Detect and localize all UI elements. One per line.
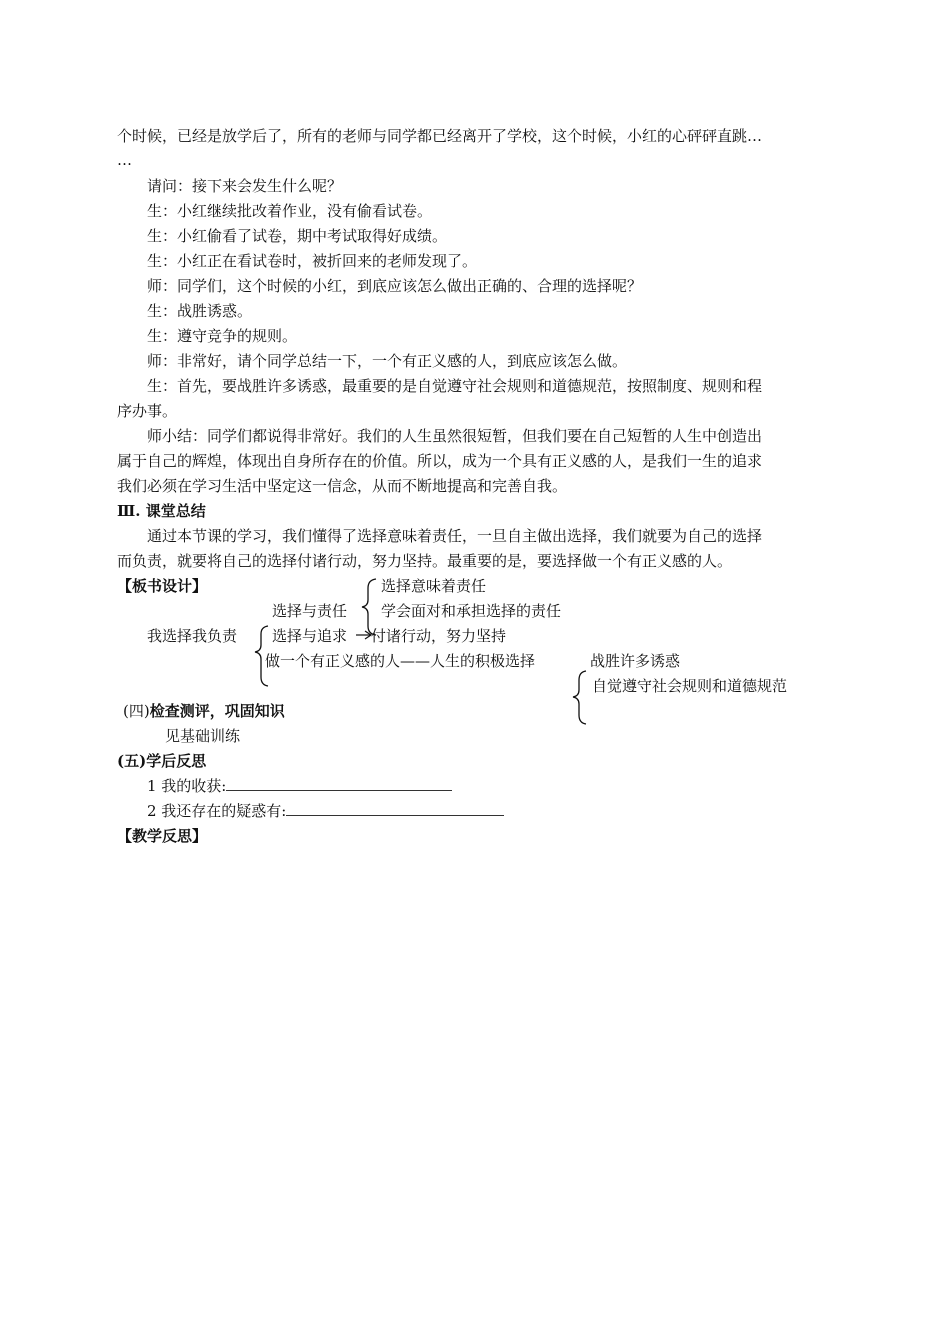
brace-branch3: [573, 671, 586, 724]
dialogue-line: 生：首先，要战胜许多诱惑，最重要的是自觉遵守社会规则和道德规范，按照制度、规则和程: [147, 377, 763, 395]
dialogue-line: 属于自己的辉煌，体现出自身所存在的价值。所以，成为一个具有正义感的人，是我们一生的追求: [117, 452, 763, 470]
section5-heading: (五)学后反思: [117, 752, 207, 770]
board-branch1-item1: 选择意味着责任: [381, 577, 487, 595]
summary-line-1: 通过本节课的学习，我们懂得了选择意味着责任，一旦自主做出选择，我们就要为自己的选择: [147, 527, 763, 545]
brace-root: [255, 626, 268, 686]
board-branch1: 选择与责任: [272, 602, 348, 620]
dialogue-line: 生：遵守竞争的规则。: [147, 327, 298, 345]
reflection-item-1-label: 1 我的收获:: [147, 777, 227, 795]
dialogue-line: 生：小红偷看了试卷，期中考试取得好成绩。: [147, 227, 448, 245]
dialogue-line: 我们必须在学习生活中坚定这一信念，从而不断地提高和完善自我。: [117, 477, 568, 495]
dialogue-line: 请问：接下来会发生什么呢？: [147, 177, 343, 195]
section4-heading: [123, 701, 285, 721]
board-branch3-item2: 自觉遵守社会规则和道德规范: [592, 677, 788, 695]
board-branch2-item: 付诸行动，努力坚持: [371, 627, 507, 645]
section4-title: 检查测评，巩固知识: [149, 702, 285, 720]
teaching-reflection-heading: 【教学反思】: [117, 827, 208, 845]
story-line-2: …: [117, 151, 132, 169]
board-root: 我选择我负责: [147, 627, 238, 645]
dialogue-line: 生：战胜诱惑。: [147, 302, 253, 320]
dialogue-line: 生：小红继续批改着作业，没有偷看试卷。: [147, 202, 433, 220]
answer-blank-2[interactable]: [286, 801, 504, 816]
dialogue-line: 师：同学们，这个时候的小红，到底应该怎么做出正确的、合理的选择呢？: [147, 277, 643, 295]
brace-branch1: [362, 579, 376, 635]
summary-line-2: 而负责，就要将自己的选择付诸行动，努力坚持。最重要的是，要选择做一个有正义感的人。: [117, 552, 733, 570]
section4-prefix: (四): [123, 702, 150, 720]
dialogue-line: 师：非常好，请个同学总结一下，一个有正义感的人，到底应该怎么做。: [147, 352, 628, 370]
board-branch3-item1: 战胜许多诱惑: [590, 652, 681, 670]
board-heading: 【板书设计】: [117, 577, 208, 595]
summary-heading: Ⅲ. 课堂总结: [117, 502, 206, 520]
answer-blank-1[interactable]: [226, 776, 452, 791]
reflection-item-2-label: 2 我还存在的疑惑有:: [147, 802, 287, 820]
board-branch2: 选择与追求: [272, 627, 348, 645]
dialogue-line: 生：小红正在看试卷时，被折回来的老师发现了。: [147, 252, 478, 270]
board-branch1-item2: 学会面对和承担选择的责任: [381, 602, 562, 620]
reflection-item-2: [147, 801, 504, 821]
reflection-item-1: [147, 776, 452, 796]
dialogue-line: 序办事。: [117, 402, 178, 420]
board-branch3: 做一个有正义感的人——人生的积极选择: [265, 652, 536, 670]
story-line-1: 个时候，已经是放学后了，所有的老师与同学都已经离开了学校，这个时候，小红的心砰砰直跳…: [117, 127, 763, 145]
section4-body: 见基础训练: [165, 727, 241, 745]
dialogue-line: 师小结：同学们都说得非常好。我们的人生虽然很短暂，但我们要在自己短暂的人生中创造出: [147, 427, 763, 445]
